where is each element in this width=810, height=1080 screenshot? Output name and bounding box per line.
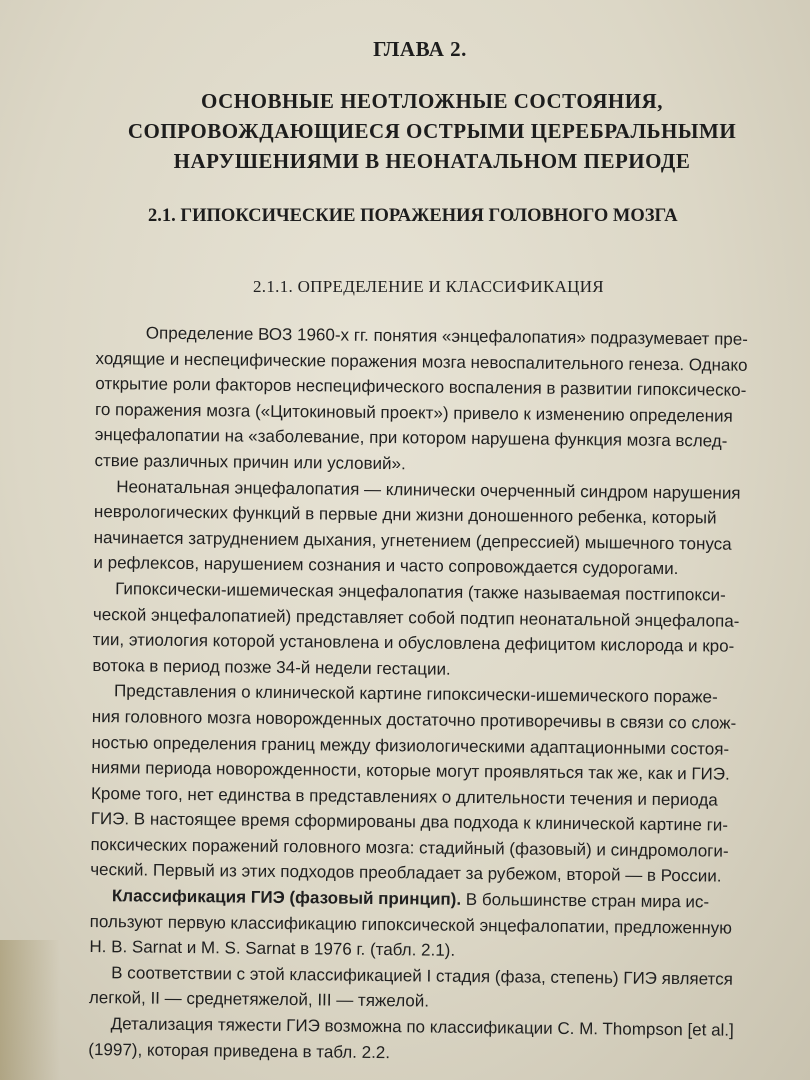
classification-heading: Классификация ГИЭ (фазовый принцип). xyxy=(111,886,462,909)
text-line: ниями периода новорожденности, которые могут проявляться так же, как и ГИЭ. xyxy=(91,758,730,784)
text-line: Гипоксически-ишемическая энцефалопатия (также называемая постгипокси- xyxy=(115,579,726,605)
text-line: поксических поражений головного мозга: стадийный (фазовый) и синдромологи- xyxy=(90,834,729,861)
text-line: Определение ВОЗ 1960-х гг. понятия «энцефалопатия» подразумевает пре- xyxy=(145,323,749,349)
body-text xyxy=(88,320,810,1070)
page-shadow xyxy=(0,940,60,1080)
chapter-title-line: СОПРОВОЖДАЮЩИЕСЯ ОСТРЫМИ ЦЕРЕБРАЛЬНЫМИ xyxy=(127,119,737,143)
text-fragment: В большинстве стран мира ис- xyxy=(461,889,710,912)
text-line: открытие роли факторов неспецифического воспаления в развитии гипоксическо- xyxy=(95,374,747,401)
chapter-title-line: ОСНОВНЫЕ НЕОТЛОЖНЫЕ СОСТОЯНИЯ, xyxy=(201,89,663,113)
text-line: ческий. Первый из этих подходов преобладает за рубежом, второй — в России. xyxy=(90,860,722,887)
chapter-title xyxy=(0,86,810,176)
text-line: Неонатальная энцефалопатия — клинически очерченный синдром нарушения xyxy=(116,476,741,503)
chapter-number: ГЛАВА 2. xyxy=(373,37,467,61)
text-line: ния головного мозга новорожденных достаточно противоречивы в связи со слож- xyxy=(91,706,737,733)
text-line: ствие различных причин или условий». xyxy=(94,450,406,474)
section-title: 2.1. ГИПОКСИЧЕСКИЕ ПОРАЖЕНИЯ ГОЛОВНОГО МОЗГА xyxy=(148,206,678,226)
text-line: ГИЭ. В настоящее время сформированы два подхода к клинической картине ги- xyxy=(90,809,729,835)
text-line: вотока в период позже 34-й недели гестации. xyxy=(92,655,451,679)
text-line: тии, этиология которой установлена и обусловлена дефицитом кислорода и кро- xyxy=(92,630,735,656)
text-line: В соответствии с этой классификацией I стадия (фаза, степень) ГИЭ является xyxy=(111,963,733,989)
text-line: ческой энцефалопатией) представляет собой подтип неонатальной энцефалопа- xyxy=(92,604,740,631)
text-line: (1997), которая приведена в табл. 2.2. xyxy=(88,1039,391,1062)
text-line: го поражения мозга («Цитокиновый проект») привело к изменению определения xyxy=(94,399,733,426)
text-line: ходящие и неспецифические поражения мозга невоспалительного генеза. Однако xyxy=(95,348,748,375)
text-line: Представления о клинической картине гипоксически-ишемического пораже- xyxy=(114,681,718,707)
subsection-title: 2.1.1. ОПРЕДЕЛЕНИЕ И КЛАССИФИКАЦИЯ xyxy=(253,277,604,296)
text-line: Детализация тяжести ГИЭ возможна по классификации C. M. Thompson [et al.] xyxy=(110,1014,734,1040)
text-line: Кроме того, нет единства в представлениях о длительности течения и периода xyxy=(90,783,718,810)
text-line: и рефлексов, нарушением сознания и часто сопровождается судорогами. xyxy=(93,553,679,579)
text-line: H. B. Sarnat и M. S. Sarnat в 1976 г. (табл. 2.1). xyxy=(89,937,456,961)
chapter-title-line: НАРУШЕНИЯМИ В НЕОНАТАЛЬНОМ ПЕРИОДЕ xyxy=(173,149,691,173)
text-line: пользуют первую классификацию гипоксической энцефалопатии, предложенную xyxy=(89,911,733,938)
text-line: энцефалопатии на «заболевание, при котором нарушена функция мозга вслед- xyxy=(94,425,728,451)
text-line: легкой, II — среднетяжелой, III — тяжелой. xyxy=(88,988,430,1011)
text-line: начинается затруднением дыхания, угнетением (депрессией) мышечного тонуса xyxy=(93,527,732,554)
text-line: неврологических функций в первые дни жизни доношенного ребенка, который xyxy=(93,502,717,528)
text-line: ностью определения границ между физиологическими адаптационными состоя- xyxy=(91,732,730,759)
